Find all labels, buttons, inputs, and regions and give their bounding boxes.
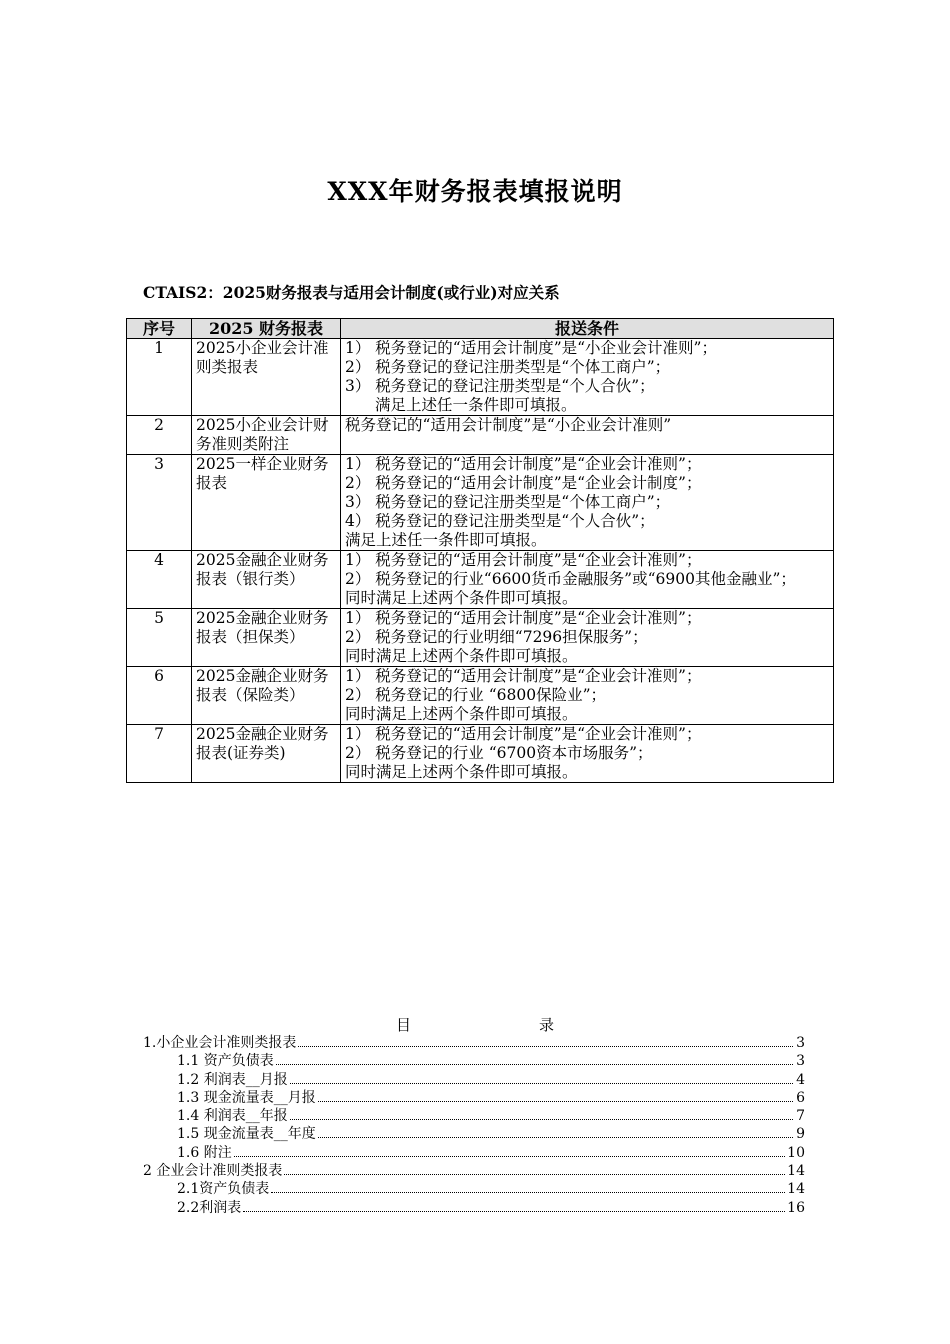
condition-line: 同时满足上述两个条件即可填报。 (345, 763, 578, 781)
toc-leader-dots (276, 1063, 793, 1065)
row-number: 3 (127, 455, 192, 551)
header-report: 2025 财务报表 (192, 319, 341, 339)
table-row (127, 455, 834, 551)
condition-line: 2） 税务登记的行业 “6700资本市场服务”； (345, 744, 653, 762)
toc-item-label: 2.2利润表 (177, 1199, 242, 1216)
toc-item[interactable] (143, 1162, 805, 1180)
toc-item-page: 7 (796, 1108, 805, 1125)
toc-item-page: 4 (796, 1071, 805, 1088)
toc-item[interactable] (143, 1180, 805, 1198)
toc-item[interactable] (143, 1107, 805, 1125)
report-conditions (341, 416, 834, 455)
toc-item[interactable] (143, 1071, 805, 1089)
toc-item[interactable] (143, 1199, 805, 1217)
toc-leader-dots (318, 1100, 793, 1102)
condition-line: 同时满足上述两个条件即可填报。 (345, 589, 578, 607)
condition-line: 1） 税务登记的“适用会计制度”是“企业会计准则”； (345, 609, 702, 627)
toc-item-label: 1.4 利润表__年报 (177, 1108, 288, 1125)
toc-item-page: 14 (787, 1181, 805, 1198)
condition-line: 2） 税务登记的登记注册类型是“个体工商户”； (345, 358, 671, 376)
report-name: 2025金融企业财务报表（银行类） (192, 551, 341, 609)
condition-line: 2） 税务登记的行业 “6800保险业”； (345, 686, 607, 704)
row-number: 2 (127, 416, 192, 455)
toc-item-page: 3 (796, 1035, 805, 1051)
toc-item-label: 1.5 现金流量表__年度 (177, 1126, 316, 1143)
condition-line: 满足上述任一条件即可填报。 (345, 531, 547, 549)
toc-leader-dots (318, 1136, 793, 1138)
row-number: 5 (127, 609, 192, 667)
condition-line: 1） 税务登记的“适用会计制度”是“企业会计准则”； (345, 725, 702, 743)
report-conditions-table (126, 318, 834, 783)
toc-item-label: 1.2 利润表__月报 (177, 1071, 288, 1088)
toc-item[interactable] (143, 1034, 805, 1052)
condition-line: 3） 税务登记的登记注册类型是“个人合伙”； (345, 377, 655, 395)
table-row (127, 725, 834, 783)
condition-line: 4） 税务登记的登记注册类型是“个人合伙”； (345, 512, 655, 530)
condition-line: 1） 税务登记的“适用会计制度”是“小企业会计准则”； (345, 339, 717, 357)
toc-leader-dots (234, 1155, 785, 1157)
table-caption: CTAIS2：2025财务报表与适用会计制度(或行业)对应关系 (143, 283, 560, 302)
toc-leader-dots (243, 1210, 785, 1212)
toc-leader-dots (298, 1045, 793, 1047)
toc-item-label: 1.3 现金流量表__月报 (177, 1089, 316, 1106)
condition-line: 税务登记的“适用会计制度”是“小企业会计准则” (345, 416, 672, 434)
table-of-contents (143, 1034, 805, 1217)
toc-item-page: 16 (787, 1199, 805, 1216)
table-body (127, 339, 834, 783)
report-name: 2025金融企业财务报表（担保类） (192, 609, 341, 667)
condition-line: 1） 税务登记的“适用会计制度”是“企业会计准则”； (345, 455, 702, 473)
toc-item-page: 10 (787, 1144, 805, 1161)
report-conditions (341, 551, 834, 609)
toc-item-label: 1.小企业会计准则类报表 (143, 1035, 297, 1051)
toc-item-label: 2.1资产负债表 (177, 1181, 270, 1198)
condition-line: 同时满足上述两个条件即可填报。 (345, 647, 578, 665)
report-conditions (341, 725, 834, 783)
report-conditions (341, 667, 834, 725)
toc-item-page: 14 (787, 1163, 805, 1180)
document-title: XXX年财务报表填报说明 (327, 177, 623, 206)
toc-leader-dots (284, 1173, 785, 1175)
report-name: 2025一样企业财务报表 (192, 455, 341, 551)
table-row (127, 667, 834, 725)
report-conditions (341, 339, 834, 416)
header-no: 序号 (127, 319, 192, 339)
toc-leader-dots (290, 1082, 793, 1084)
table-row (127, 339, 834, 416)
toc-item-page: 6 (796, 1089, 805, 1106)
condition-line: 1） 税务登记的“适用会计制度”是“企业会计准则”； (345, 551, 702, 569)
toc-item-label: 1.1 资产负债表 (177, 1053, 274, 1070)
report-name: 2025小企业会计准则类报表 (192, 339, 341, 416)
report-conditions (341, 455, 834, 551)
report-conditions (341, 609, 834, 667)
condition-line: 同时满足上述两个条件即可填报。 (345, 705, 578, 723)
row-number: 7 (127, 725, 192, 783)
toc-leader-dots (290, 1118, 793, 1120)
condition-line: 满足上述任一条件即可填报。 (375, 396, 577, 414)
report-name: 2025金融企业财务报表（保险类） (192, 667, 341, 725)
table-row (127, 416, 834, 455)
condition-line: 1） 税务登记的“适用会计制度”是“企业会计准则”； (345, 667, 702, 685)
condition-line: 2） 税务登记的行业明细“7296担保服务”； (345, 628, 648, 646)
row-number: 4 (127, 551, 192, 609)
toc-item[interactable] (143, 1144, 805, 1162)
header-conditions: 报送条件 (341, 319, 834, 339)
table-row (127, 609, 834, 667)
table-row (127, 551, 834, 609)
table-header-row (127, 319, 834, 339)
row-number: 1 (127, 339, 192, 416)
toc-item-label: 2 企业会计准则类报表 (143, 1163, 283, 1180)
toc-item-page: 3 (796, 1053, 805, 1070)
toc-leader-dots (271, 1191, 785, 1193)
toc-item[interactable] (143, 1089, 805, 1107)
condition-line: 2） 税务登记的“适用会计制度”是“企业会计制度”； (345, 474, 702, 492)
report-name: 2025金融企业财务报表(证券类) (192, 725, 341, 783)
row-number: 6 (127, 667, 192, 725)
toc-item[interactable] (143, 1125, 805, 1143)
toc-heading: 目录 (395, 1016, 682, 1034)
condition-line: 3） 税务登记的登记注册类型是“个体工商户”； (345, 493, 671, 511)
condition-line: 2） 税务登记的行业“6600货币金融服务”或“6900其他金融业”； (345, 570, 796, 588)
toc-item-label: 1.6 附注 (177, 1144, 232, 1161)
toc-item-page: 9 (796, 1126, 805, 1143)
report-name: 2025小企业会计财务准则类附注 (192, 416, 341, 455)
toc-item[interactable] (143, 1052, 805, 1070)
